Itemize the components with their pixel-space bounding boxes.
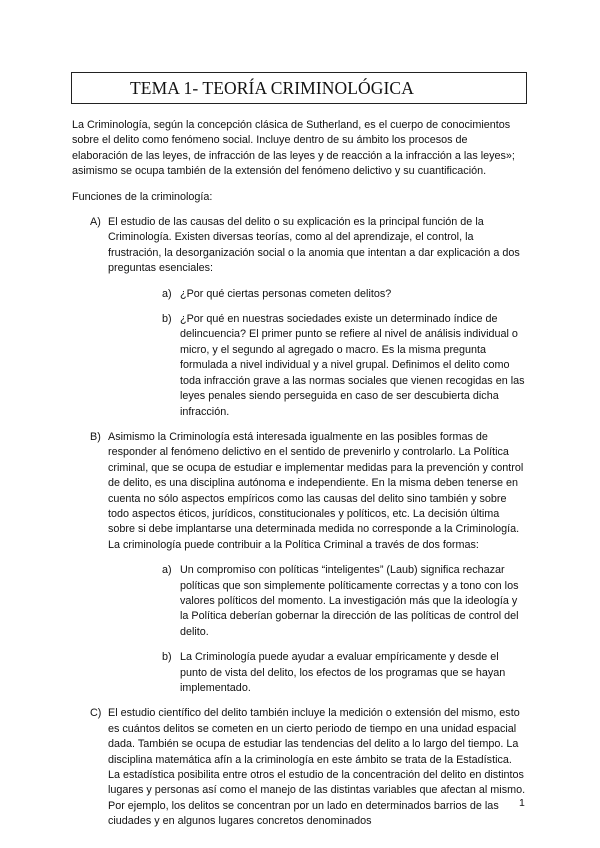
document-body (72, 118, 526, 840)
list-item-text: El estudio científico del delito también incluye la medición o extensión del mismo, esto es cuántos delitos se cometen en un cierto periodo de tiempo en una unidad espacial dada. También se ocupa de estudiar las tendencias del delito a lo largo del tiempo. La disciplina matemática afín a la criminología en este ámbito se trata de la Estadística. La estadística posibilita entre otros el estudio de la concentración del delito en distintos lugares y personas así como el manejo de las distintas variables que afectan al mismo. Por ejemplo, los delitos se concentran por un lado en determinados barrios de las ciudades y en algunos lugares concretos denominados (108, 707, 526, 828)
sub-item-text: ¿Por qué en nuestras sociedades existe un determinado índice de delincuencia? El primer punto se refiere al nivel de análisis individual o micro, y el segundo al agregado o macro. Es la misma pregunta formulada a nivel individual y a nivel grupal. Definimos el delito como toda infracción grave a las normas sociales que vienen recogidas en las leyes penales siendo perseguida en caso de ser descubierta dicha infracción. (180, 313, 525, 418)
list-item-c (72, 706, 526, 829)
sub-item-b-a (108, 563, 526, 640)
sub-item-b-b (108, 650, 526, 696)
title-box (71, 72, 527, 104)
sub-item-label: b) (162, 651, 172, 664)
list-item-a (72, 215, 526, 420)
sub-item-label: b) (162, 313, 172, 326)
intro-paragraph: La Criminología, según la concepción clásica de Sutherland, es el cuerpo de conocimientos sobre el delito como fenómeno social. Incluye dentro de su ámbito los procesos de elaboración de las leyes, de infracción de las leyes y de reacción a la infracción a las leyes»; asimismo se ocupa también de la extensión del fenómeno delictivo y su cuantificación. (72, 119, 515, 178)
sub-item-text: ¿Por qué ciertas personas cometen delitos? (180, 287, 392, 300)
sub-item-a-b (108, 312, 526, 420)
sub-item-a-a (108, 287, 526, 302)
sub-item-text: La Criminología puede ayudar a evaluar empíricamente y desde el punto de vista del delito, los efectos de los programas que se hayan implementado. (180, 651, 506, 694)
list-item-b (72, 430, 526, 697)
list-item-label: A) (90, 216, 101, 229)
list-item-text: El estudio de las causas del delito o su explicación es la principal función de la Criminología. Existen diversas teorías, como al del aprendizaje, el control, la frustración, la desorganización social o la anomia que intentan a dar explicación a dos preguntas esenciales: (108, 216, 520, 275)
page-number: 1 (519, 797, 525, 809)
list-item-label: B) (90, 430, 101, 443)
list-item-label: C) (90, 707, 102, 720)
sub-item-label: a) (162, 287, 172, 300)
sub-item-text: Un compromiso con políticas “inteligentes” (Laub) significa rechazar políticas que son simplemente políticamente correctas y a tono con los valores políticos del momento. La investigación más que la ideología y la Política deberían gobernar la dirección de las políticas de control del delito. (180, 564, 519, 638)
sub-item-label: a) (162, 564, 172, 577)
list-item-text: Asimismo la Criminología está interesada igualmente en las posibles formas de responder al fenómeno delictivo en el sentido de prevenirlo y controlarlo. La Política criminal, que se ocupa de estudiar e implementar medidas para la prevención y control de delito, es una disciplina autónoma e independiente. En la misma deben tenerse en cuenta no sólo aspectos empíricos como las causas del delito sino también y sobre todo aspectos éticos, jurídicos, constitucionales y políticos, etc. La decisión última sobre si debe implantarse una determinada medida no corresponde a la Criminología. La criminología puede contribuir a la Política Criminal a través de dos formas: (108, 430, 524, 551)
page-title: TEMA 1- TEORÍA CRIMINOLÓGICA (130, 78, 414, 98)
functions-heading: Funciones de la criminología: (72, 190, 213, 203)
